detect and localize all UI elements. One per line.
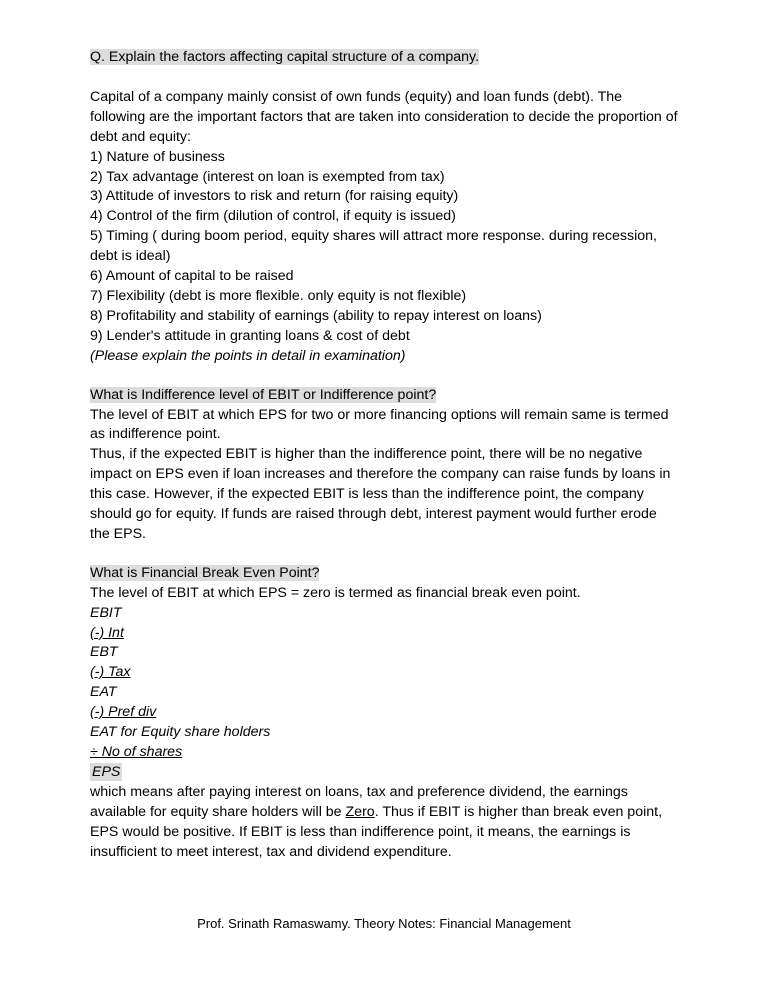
closing-text-part-2: . Thus if EBIT is higher than break even point, EPS would be positive. If EBIT is less than indifference point, it means, the earnings is insufficient to meet interest, tax and dividend expenditure. [90,803,663,860]
indifference-heading-block [90,386,678,406]
statement-line-text: EBT [90,644,118,661]
statement-line-text: EAT for Equity share holders [90,724,271,741]
breakeven-closing-paragraph [90,783,678,863]
statement-line-ebit [90,604,678,624]
factor-item-8: 8) Profitability and stability of earnings (ability to repay interest on loans) [90,307,542,324]
page-footer: Prof. Srinath Ramaswamy. Theory Notes: Financial Management [197,916,571,931]
statement-line-text: EAT [90,684,117,701]
spacer [90,68,678,88]
factor-item-9: 9) Lender's attitude in granting loans & cost of debt [90,327,410,344]
indifference-paragraph-1: The level of EBIT at which EPS for two or more financing options will remain same is termed as indifference point. [90,406,669,443]
breakeven-heading: What is Financial Break Even Point? [90,564,320,581]
factor-item-6: 6) Amount of capital to be raised [90,268,294,285]
intro-paragraph: Capital of a company mainly consist of own funds (equity) and loan funds (debt). The following are the important factors that are taken into consideration to decide the proportion of debt and equity: [90,88,678,145]
factor-item-7: 7) Flexibility (debt is more flexible. only equity is not flexible) [90,287,467,304]
indifference-heading: What is Indifference level of EBIT or Indifference point? [90,386,437,403]
factor-item-4: 4) Control of the firm (dilution of control, if equity is issued) [90,208,456,225]
factor-item-1: 1) Nature of business [90,148,225,165]
statement-line-eat [90,683,678,703]
statement-line-less-tax [90,663,678,683]
question-heading-block [90,48,678,68]
closing-text-part-1: which means after paying interest on loans, tax and preference dividend, the earnings available for equity share holders will be [90,783,628,820]
factors-note: (Please explain the points in detail in examination) [90,347,406,364]
statement-line-no-of-shares [90,743,678,763]
factor-item-5: 5) Timing ( during boom period, equity shares will attract more response. during recession, debt is ideal) [90,228,657,265]
statement-line-less-pref-div [90,703,678,723]
statement-line-text: EBIT [90,604,122,621]
statement-line-eat-equity [90,723,678,743]
factor-item-2: 2) Tax advantage (interest on loan is exempted from tax) [90,168,445,185]
question-heading: Q. Explain the factors affecting capital structure of a company. [90,49,480,65]
spacer [90,367,678,386]
statement-line-text: (-) Pref div [90,704,157,721]
document-body [90,48,678,862]
statement-line-text: (-) Int [90,624,124,641]
breakeven-paragraph-1: The level of EBIT at which EPS = zero is termed as financial break even point. [90,584,581,601]
statement-line-text: EPS [92,763,121,780]
indifference-paragraph-2: Thus, if the expected EBIT is higher than the indifference point, there will be no negative impact on EPS even if loan increases and therefore the company can raise funds by loans in this case. However, if the expected EBIT is less than the indifference point, the company should go for equity. If funds are raised through debt, interest payment would further erode the EPS. [90,446,671,542]
statement-line-text: (-) Tax [90,664,131,681]
breakeven-heading-block [90,564,678,584]
spacer [90,545,678,564]
statement-line-less-int [90,624,678,644]
factor-item-3: 3) Attitude of investors to risk and return (for raising equity) [90,188,459,205]
statement-line-eps [90,763,678,783]
closing-text-zero: Zero [345,803,375,820]
statement-line-ebt [90,643,678,663]
statement-line-text: ÷ No of shares [90,744,183,760]
